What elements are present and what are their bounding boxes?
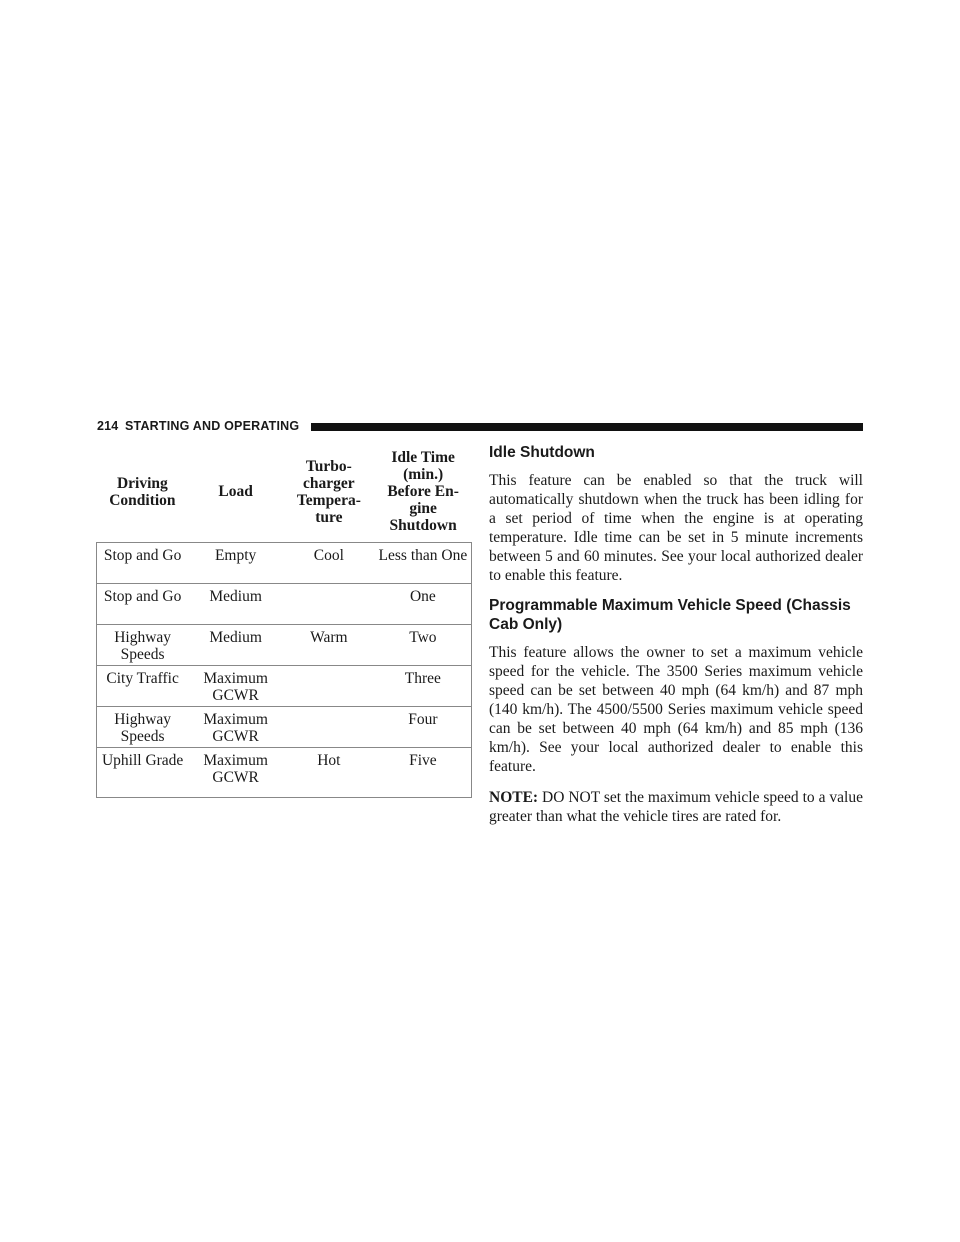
table-cell: Three	[375, 666, 472, 707]
table-cell: Empty	[188, 543, 283, 584]
header-turbocharger-temperature: Turbo- charger Tempera- ture	[283, 441, 375, 543]
table-cell: Cool	[283, 543, 375, 584]
table-cell	[283, 584, 375, 625]
table-cell: Highway Speeds	[97, 707, 189, 748]
table-cell: Maximum GCWR	[188, 707, 283, 748]
table-row	[97, 625, 472, 666]
table-row	[97, 748, 472, 798]
table-cell: Maximum GCWR	[188, 748, 283, 798]
section-title: STARTING AND OPERATING	[125, 419, 300, 433]
table-cell: One	[375, 584, 472, 625]
page-header	[97, 418, 863, 436]
max-speed-heading: Programmable Maximum Vehicle Speed (Chassis Cab Only)	[489, 597, 851, 633]
table-cell: Stop and Go	[97, 543, 189, 584]
table-row	[97, 584, 472, 625]
table-cell: Less than One	[375, 543, 472, 584]
table-row	[97, 666, 472, 707]
idle-time-table	[96, 441, 472, 798]
table-cell: City Traffic	[97, 666, 189, 707]
table-cell: Five	[375, 748, 472, 798]
note-text: DO NOT set the maximum vehicle speed to a value greater than what the vehicle tires are rated for.	[489, 789, 863, 825]
header-load: Load	[188, 441, 283, 543]
note-paragraph	[489, 788, 863, 826]
table-cell: Highway Speeds	[97, 625, 189, 666]
page-number: 214	[97, 419, 119, 433]
header-rule	[311, 423, 863, 431]
table-cell: Hot	[283, 748, 375, 798]
table-cell: Stop and Go	[97, 584, 189, 625]
table-cell	[283, 666, 375, 707]
table-cell: Maximum GCWR	[188, 666, 283, 707]
header-driving-condition: Driving Condition	[97, 441, 189, 543]
idle-shutdown-body: This feature can be enabled so that the truck will automatically shutdown when the truck has been idling for a set period of time when the engine is at operating temperature. Idle time can be set in 5 minute increments between 5 and 60 minutes. See your local authorized dealer to enable this feature.	[489, 472, 863, 584]
table-cell: Warm	[283, 625, 375, 666]
max-speed-body: This feature allows the owner to set a maximum vehicle speed for the vehicle. The 3500 Series maximum vehicle speed can be set between 40 mph (64 km/h) and 87 mph (140 km/h). The 4500/5500 Series maximum vehicle speed can be set between 40 mph (64 km/h) and 85 mph (136 km/h). See your local authorized dealer to enable this feature.	[489, 644, 863, 775]
idle-shutdown-heading: Idle Shutdown	[489, 444, 595, 461]
right-column	[489, 441, 863, 826]
table-row	[97, 543, 472, 584]
header-idle-time: Idle Time (min.) Before En- gine Shutdown	[375, 441, 472, 543]
table-cell: Four	[375, 707, 472, 748]
table-row	[97, 707, 472, 748]
table-cell: Medium	[188, 584, 283, 625]
table-cell	[283, 707, 375, 748]
table-cell: Two	[375, 625, 472, 666]
table-header-row	[97, 441, 472, 543]
note-label: NOTE:	[489, 789, 539, 806]
table-cell: Uphill Grade	[97, 748, 189, 798]
table-cell: Medium	[188, 625, 283, 666]
